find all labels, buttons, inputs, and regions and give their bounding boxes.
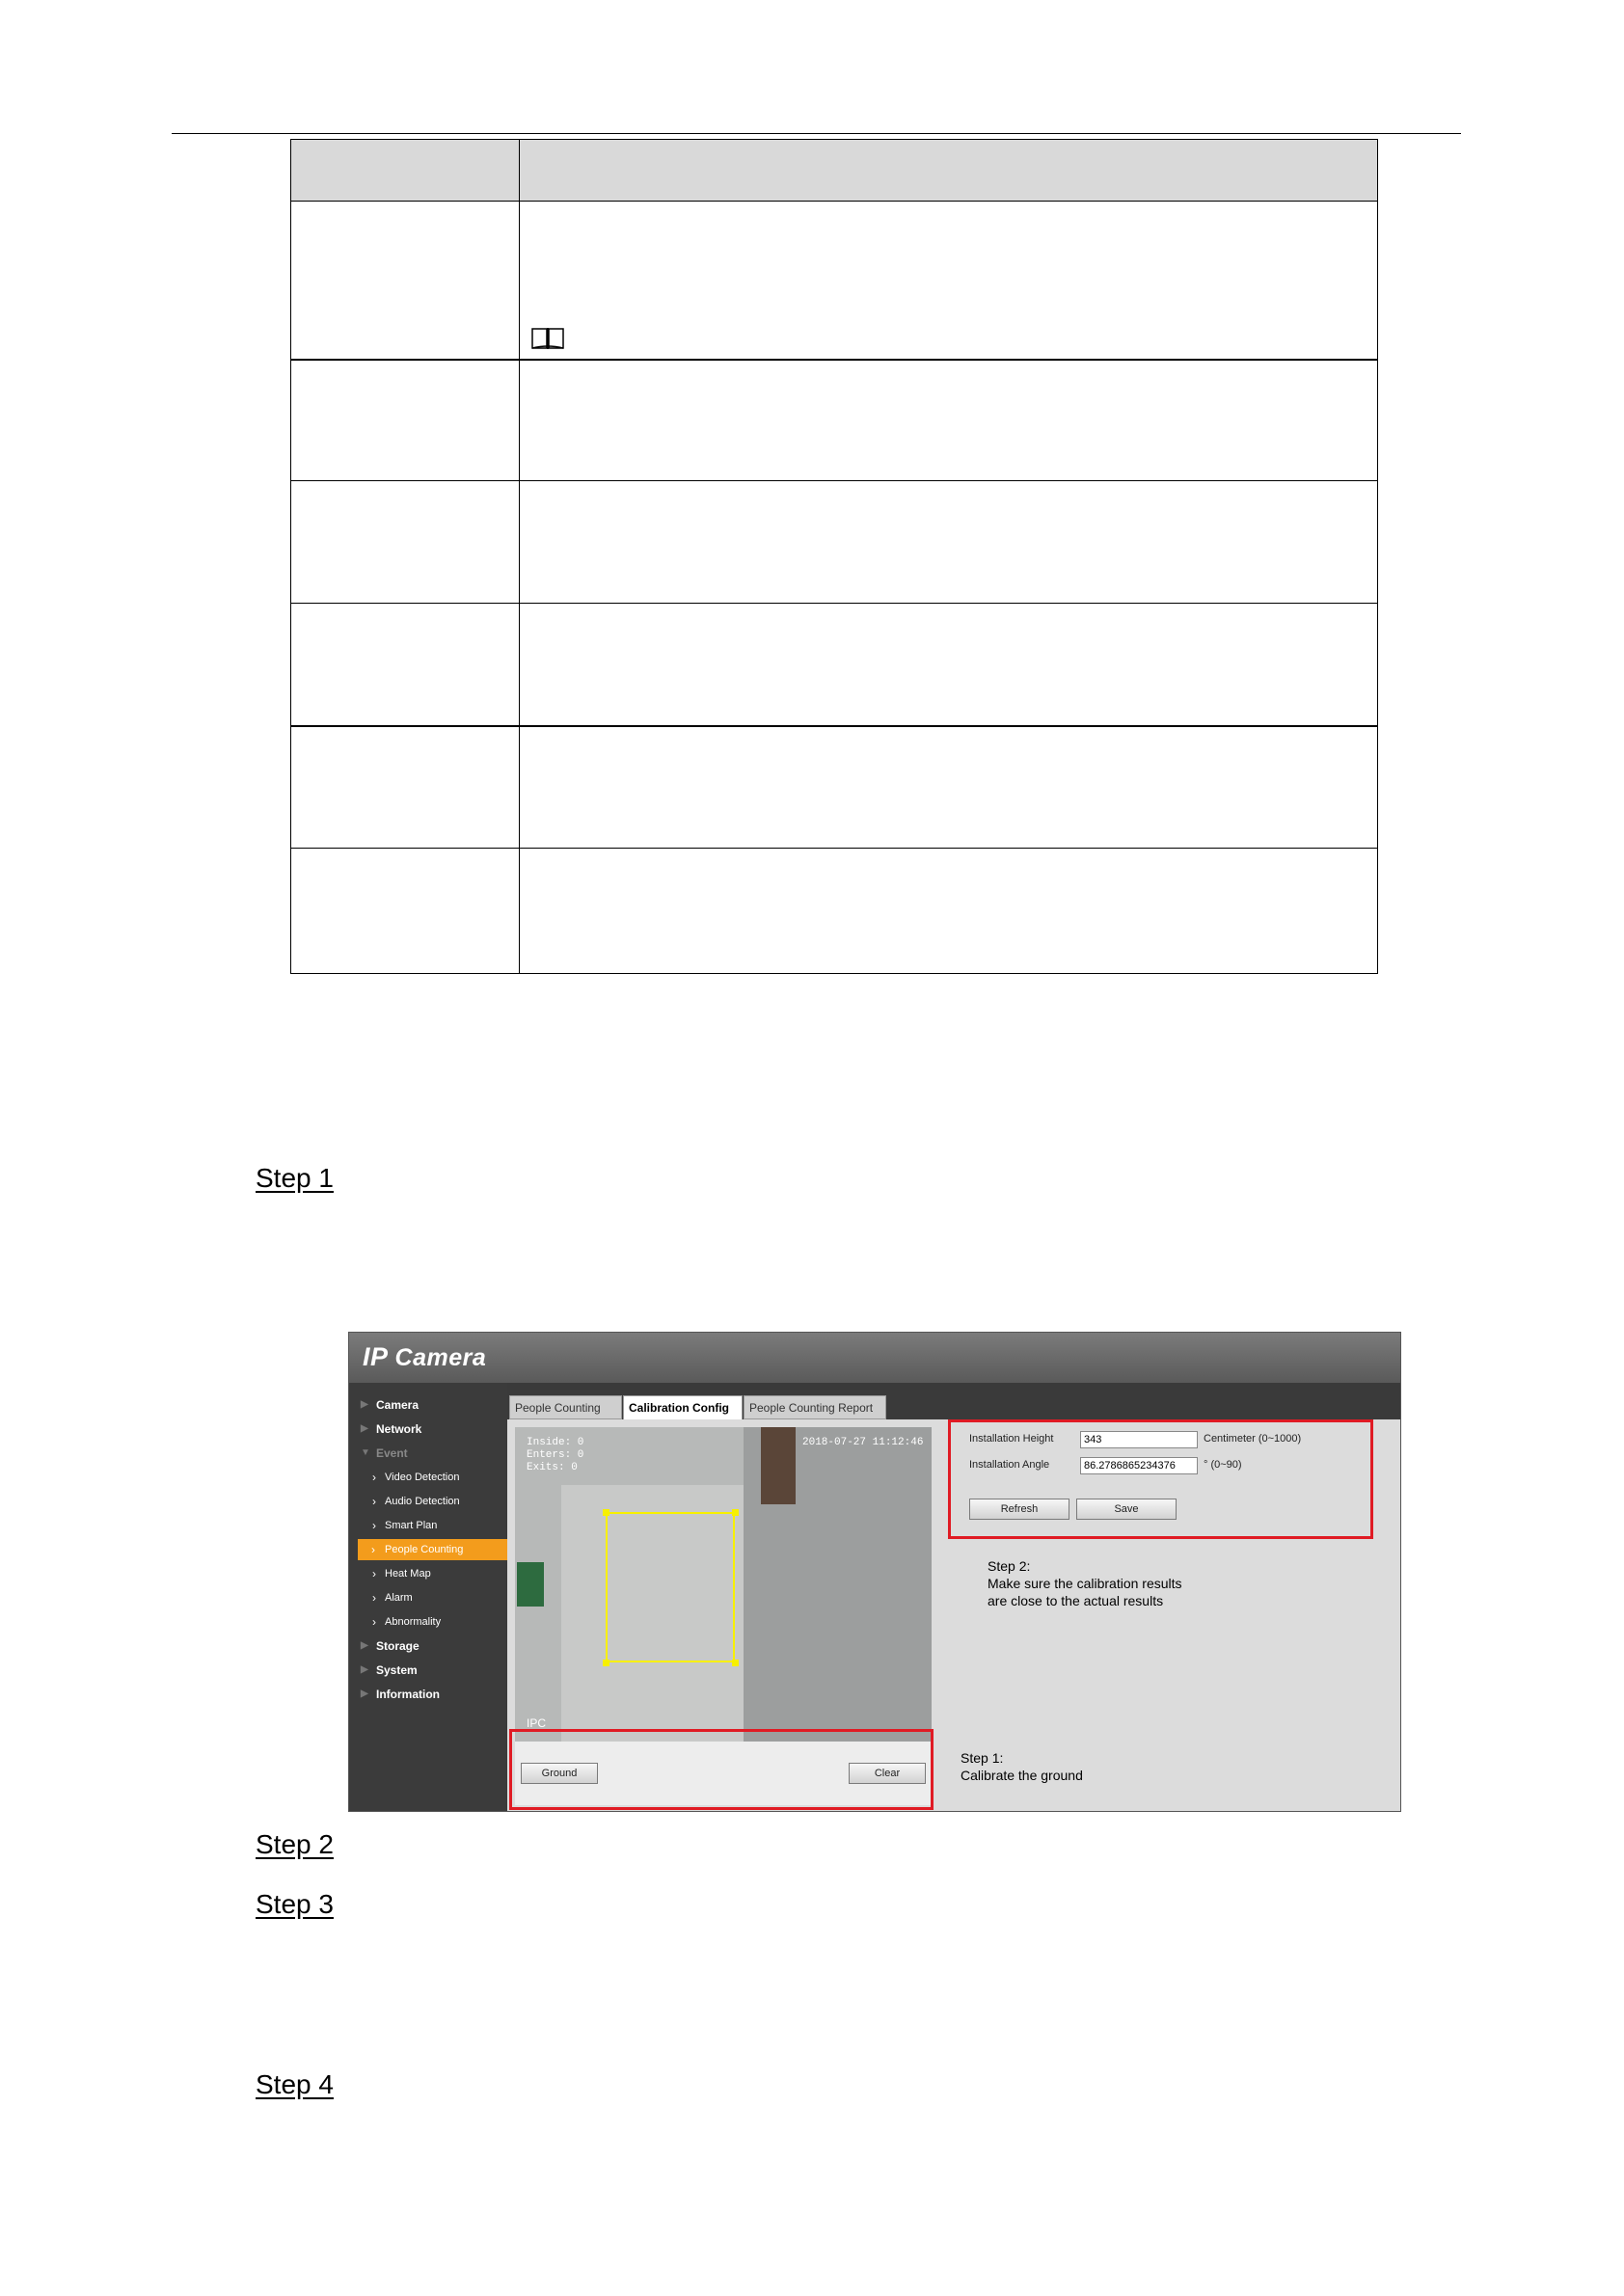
logo-ip: IP	[363, 1342, 388, 1371]
nav-storage[interactable]: ▶ Storage	[349, 1635, 507, 1657]
installation-angle-input[interactable]: 86.2786865234376	[1080, 1457, 1198, 1474]
nav-heat-map[interactable]: › Heat Map	[349, 1563, 507, 1584]
parameter-table	[290, 139, 1378, 974]
table-row	[291, 848, 1377, 974]
nav-system[interactable]: ▶ System	[349, 1660, 507, 1681]
triangle-right-icon: ▶	[361, 1640, 368, 1651]
osd-exits: Exits: 0	[527, 1462, 578, 1473]
chevron-right-icon: ›	[372, 1495, 376, 1508]
highlight-ground-box	[509, 1729, 934, 1810]
osd-enters: Enters: 0	[527, 1449, 584, 1461]
header-rule	[172, 133, 1461, 134]
installation-height-input[interactable]: 343	[1080, 1431, 1198, 1448]
table-row	[291, 480, 1377, 604]
note-book-icon	[530, 325, 565, 350]
step-2-label: Step 2	[256, 1829, 334, 1859]
video-green-object	[517, 1562, 544, 1607]
step-1-label: Step 1	[256, 1163, 334, 1193]
step-3-label: Step 3	[256, 1889, 334, 1919]
nav-abnormality[interactable]: › Abnormality	[349, 1611, 507, 1633]
triangle-right-icon: ▶	[361, 1399, 368, 1410]
installation-height-label: Installation Height	[969, 1433, 1054, 1445]
ground-button[interactable]: Ground	[521, 1763, 598, 1784]
chevron-right-icon: ›	[372, 1471, 376, 1484]
step1-line1: Calibrate the ground	[961, 1768, 1083, 1783]
nav-alarm[interactable]: › Alarm	[349, 1587, 507, 1608]
osd-timestamp: 2018-07-27 11:12:46	[802, 1437, 924, 1448]
calibration-region[interactable]	[606, 1512, 735, 1662]
highlight-config-box	[948, 1419, 1373, 1539]
nav-video-detection[interactable]: › Video Detection	[349, 1467, 507, 1488]
nav-camera[interactable]: ▶ Camera	[349, 1394, 507, 1416]
region-handle[interactable]	[603, 1509, 609, 1516]
app-logo	[363, 1342, 486, 1372]
table-row	[291, 603, 1377, 726]
chevron-right-icon: ›	[372, 1591, 376, 1605]
triangle-right-icon: ▶	[361, 1688, 368, 1699]
video-door	[761, 1427, 796, 1504]
nav-audio-detection[interactable]: › Audio Detection	[349, 1491, 507, 1512]
step-4-label: Step 4	[256, 2069, 334, 2099]
step2-line2: are close to the actual results	[988, 1593, 1164, 1608]
channel-label: IPC	[527, 1716, 547, 1730]
table-header-row	[291, 140, 1377, 201]
tab-calibration-config[interactable]: Calibration Config	[623, 1395, 743, 1419]
clear-button[interactable]: Clear	[849, 1763, 926, 1784]
osd-inside: Inside: 0	[527, 1437, 584, 1448]
ip-camera-screenshot	[348, 1332, 1401, 1812]
nav-information[interactable]: ▶ Information	[349, 1684, 507, 1705]
installation-angle-hint: ° (0~90)	[1204, 1459, 1242, 1471]
chevron-right-icon: ›	[372, 1519, 376, 1532]
logo-camera: Camera	[394, 1344, 487, 1371]
chevron-right-icon: ›	[371, 1543, 375, 1556]
triangle-down-icon: ▼	[361, 1447, 370, 1458]
sidebar	[349, 1383, 507, 1812]
nav-network[interactable]: ▶ Network	[349, 1418, 507, 1440]
table-row	[291, 359, 1377, 482]
installation-height-hint: Centimeter (0~1000)	[1204, 1433, 1302, 1445]
triangle-right-icon: ▶	[361, 1664, 368, 1675]
tab-people-counting[interactable]: People Counting	[509, 1395, 622, 1419]
table-row	[291, 201, 1377, 360]
region-handle[interactable]	[732, 1660, 739, 1666]
refresh-button[interactable]: Refresh	[969, 1499, 1069, 1520]
chevron-right-icon: ›	[372, 1615, 376, 1629]
step2-line1: Make sure the calibration results	[988, 1576, 1182, 1591]
live-video[interactable]	[515, 1427, 932, 1742]
tab-people-counting-report[interactable]: People Counting Report	[744, 1395, 886, 1419]
app-header	[349, 1333, 1400, 1383]
region-handle[interactable]	[603, 1660, 609, 1666]
nav-event[interactable]: ▼ Event	[349, 1443, 507, 1464]
nav-people-counting[interactable]: › People Counting	[358, 1539, 507, 1560]
save-button[interactable]: Save	[1076, 1499, 1177, 1520]
step1-title: Step 1:	[961, 1750, 1004, 1766]
triangle-right-icon: ▶	[361, 1423, 368, 1434]
table-row	[291, 725, 1377, 850]
chevron-right-icon: ›	[372, 1567, 376, 1580]
installation-angle-label: Installation Angle	[969, 1459, 1050, 1471]
table-column-divider	[519, 140, 520, 973]
region-handle[interactable]	[732, 1509, 739, 1516]
step2-title: Step 2:	[988, 1558, 1031, 1574]
nav-smart-plan[interactable]: › Smart Plan	[349, 1515, 507, 1536]
